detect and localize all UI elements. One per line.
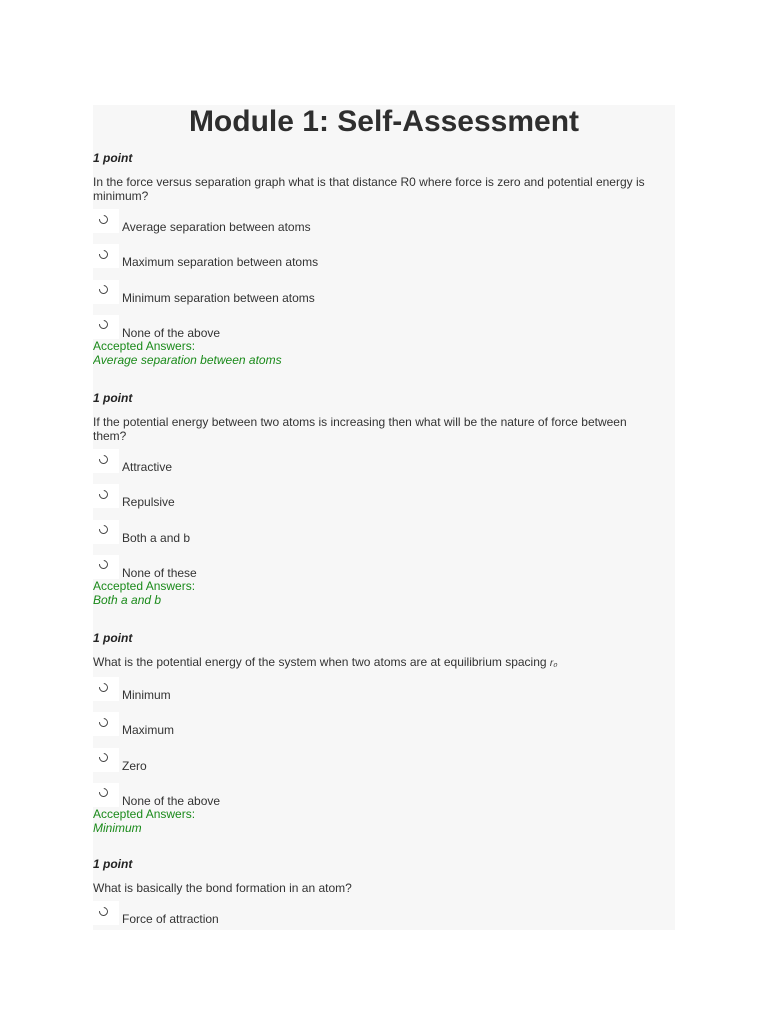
option-2[interactable] [93,484,675,519]
radio-button[interactable] [93,484,119,508]
radio-icon [97,488,110,501]
radio-icon [97,213,110,226]
question-points: 1 point [93,391,133,405]
question-text-main: What is the potential energy of the system when two atoms are at equilibrium spacing [93,655,550,669]
accepted-answers-heading: Accepted Answers: [93,339,196,354]
option-4[interactable] [93,555,675,590]
question-text: If the potential energy between two atoms is increasing then what will be the nature of force between them? [93,415,627,443]
assessment-sheet [93,105,675,930]
option-label: Zero [122,758,147,773]
radio-button[interactable] [93,901,119,925]
option-label: None of the above [122,325,221,340]
radio-button[interactable] [93,748,119,772]
accepted-answers-heading: Accepted Answers: [93,579,196,594]
radio-button[interactable] [93,209,119,233]
radio-button[interactable] [93,244,119,268]
radio-icon [97,905,110,918]
option-label: Attractive [122,460,173,474]
radio-icon [97,716,110,729]
question-points: 1 point [93,151,133,165]
radio-button[interactable] [93,449,119,473]
option-label: Both a and b [122,530,191,545]
option-1[interactable] [93,209,675,244]
radio-button[interactable] [93,677,119,701]
question-text [93,655,663,671]
option-2[interactable] [93,244,675,279]
question-1 [93,151,675,367]
option-3[interactable] [93,280,675,315]
question-text: What is basically the bond formation in an atom? [93,881,352,895]
question-2 [93,391,675,607]
radio-button[interactable] [93,783,119,807]
option-3[interactable] [93,748,675,783]
option-label: Force of attraction [122,912,219,926]
accepted-answers-heading: Accepted Answers: [93,807,196,822]
equilibrium-spacing-symbol: r₀ [549,658,558,669]
radio-icon [97,248,110,261]
radio-button[interactable] [93,280,119,304]
radio-button[interactable] [93,520,119,544]
radio-button[interactable] [93,712,119,736]
radio-button[interactable] [93,555,119,579]
radio-icon [97,559,110,572]
option-4[interactable] [93,783,675,818]
question-4 [93,857,675,930]
option-4[interactable] [93,315,675,350]
radio-icon [97,751,110,764]
question-text: In the force versus separation graph what is that distance R0 where force is zero and potential energy is minimum? [93,175,645,203]
option-label: Repulsive [122,495,175,510]
option-3[interactable] [93,520,675,555]
accepted-answer: Average separation between atoms [93,353,282,368]
option-label: Maximum separation between atoms [122,255,319,270]
accepted-answer: Minimum [93,821,142,836]
radio-icon [97,681,110,694]
option-label: Minimum [122,688,171,702]
question-3 [93,631,675,835]
option-label: Maximum [122,723,175,738]
radio-icon [97,787,110,800]
option-1[interactable] [93,677,675,712]
radio-icon [97,319,110,332]
option-1[interactable] [93,449,675,484]
question-points: 1 point [93,631,133,645]
page-title: Module 1: Self-Assessment [188,105,580,138]
option-1[interactable] [93,901,675,930]
option-label: Average separation between atoms [122,220,311,234]
question-points: 1 point [93,857,133,871]
option-label: None of these [122,565,197,580]
radio-button[interactable] [93,315,119,339]
option-label: Minimum separation between atoms [122,290,315,305]
accepted-answer: Both a and b [93,593,162,608]
option-label: None of the above [122,793,221,808]
radio-icon [97,453,110,466]
radio-icon [97,523,110,536]
option-2[interactable] [93,712,675,747]
radio-icon [97,283,110,296]
